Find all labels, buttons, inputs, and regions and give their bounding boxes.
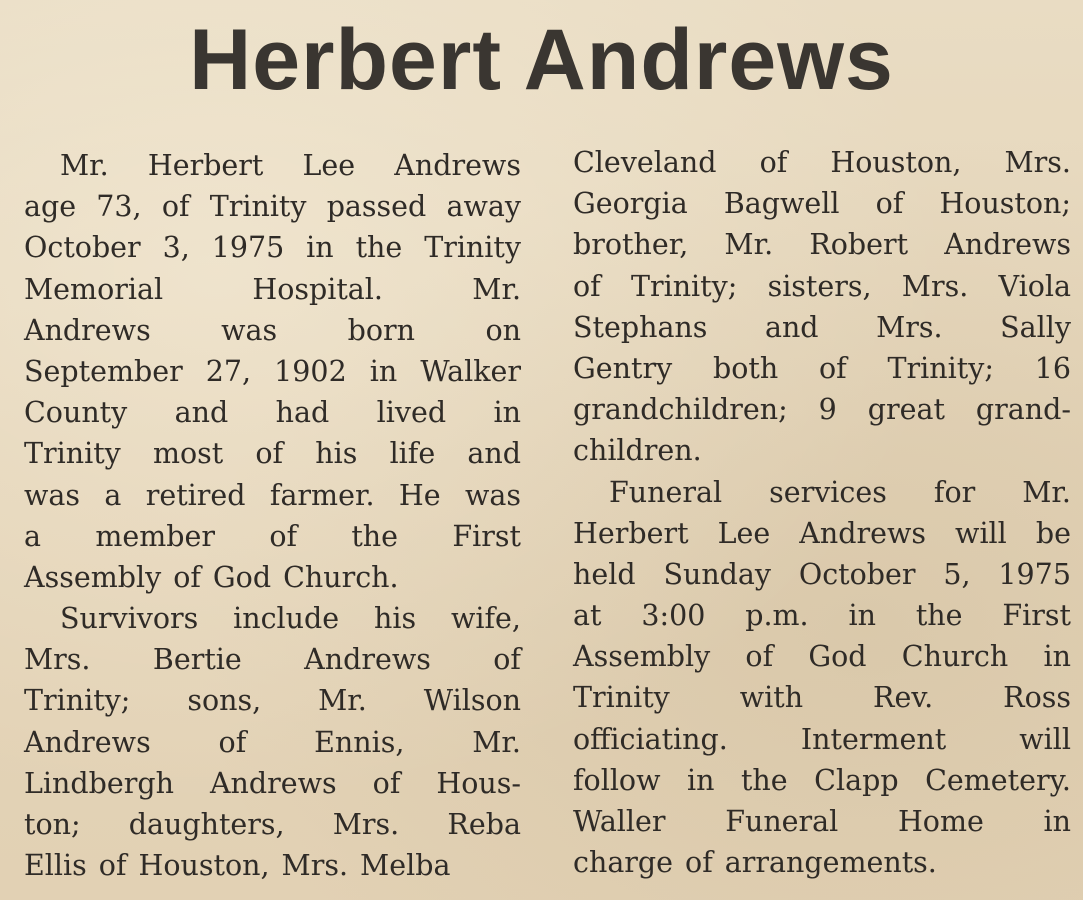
text-line xyxy=(24,310,521,351)
word: Mrs. xyxy=(281,849,349,883)
text-line xyxy=(573,430,1071,471)
word: his xyxy=(374,602,417,636)
word: Assembly xyxy=(24,560,162,594)
word: Melba xyxy=(360,849,451,883)
word: First xyxy=(452,519,521,553)
word: at xyxy=(573,599,602,633)
word: of xyxy=(173,560,201,594)
text-line xyxy=(573,389,1071,430)
text-line xyxy=(24,598,521,639)
word: of xyxy=(573,269,601,303)
word: Cemetery. xyxy=(925,763,1071,797)
text-line xyxy=(24,763,521,804)
word: Gentry xyxy=(573,351,673,385)
word: of xyxy=(875,187,904,221)
word: September xyxy=(24,354,183,388)
word: 1975 xyxy=(211,231,285,265)
word: Andrews xyxy=(799,516,926,550)
word: 9 xyxy=(818,393,837,427)
text-line xyxy=(24,475,521,516)
word: Houston, xyxy=(138,849,270,883)
text-line xyxy=(573,224,1071,265)
word: Trinity; xyxy=(24,684,131,718)
word: the xyxy=(355,231,403,265)
word: sons, xyxy=(187,684,262,718)
word: 1975 xyxy=(998,557,1071,591)
word: Trinity xyxy=(24,437,121,471)
word: Bagwell xyxy=(723,187,840,221)
text-line xyxy=(24,804,521,845)
word: County xyxy=(24,396,128,430)
word: had xyxy=(275,396,330,430)
word: Mr. xyxy=(1022,475,1071,509)
word: children. xyxy=(573,434,702,468)
word: Stephans xyxy=(573,310,708,344)
word: Survivors xyxy=(60,602,199,636)
text-line xyxy=(573,636,1071,677)
word: Mrs. xyxy=(876,310,943,344)
word: Robert xyxy=(809,228,909,262)
text-line xyxy=(24,227,521,268)
word: 5, xyxy=(943,557,971,591)
word: Herbert xyxy=(147,149,264,182)
word: Walker xyxy=(420,354,521,388)
word: in xyxy=(687,763,715,797)
word: arrangements. xyxy=(724,846,937,880)
text-line xyxy=(24,557,521,598)
word: He xyxy=(398,478,441,512)
word: Herbert xyxy=(573,516,689,550)
word: on xyxy=(485,313,521,347)
text-line xyxy=(573,513,1071,554)
word: of xyxy=(218,725,247,759)
text-line xyxy=(24,516,521,557)
word: retired xyxy=(145,478,246,512)
word: Hous- xyxy=(436,766,521,800)
word: of xyxy=(255,437,284,471)
word: Mr. xyxy=(472,725,521,759)
word: follow xyxy=(573,763,661,797)
word: of xyxy=(745,640,774,674)
word: Reba xyxy=(447,808,521,841)
text-line xyxy=(573,183,1071,224)
word: both xyxy=(712,351,779,385)
word: 3, xyxy=(162,231,190,265)
text-line xyxy=(573,760,1071,801)
word: 27, xyxy=(205,354,252,388)
text-line xyxy=(24,186,521,227)
word: 16 xyxy=(1034,351,1071,385)
text-line xyxy=(24,269,521,310)
word: member xyxy=(95,519,215,553)
word: in xyxy=(848,599,876,633)
word: 3:00 xyxy=(641,599,706,633)
text-line xyxy=(573,801,1071,842)
word: will xyxy=(1019,722,1071,756)
text-line xyxy=(573,677,1071,718)
word: services xyxy=(769,475,887,509)
word: age xyxy=(24,190,77,224)
text-line xyxy=(573,472,1071,513)
word: Mr. xyxy=(472,272,521,306)
text-line xyxy=(24,722,521,763)
word: Mr. xyxy=(318,684,367,718)
word: and xyxy=(764,310,819,344)
word: of xyxy=(493,643,521,677)
word: Trinity; xyxy=(887,351,994,385)
word: Funeral xyxy=(609,475,723,509)
word: Home xyxy=(897,805,984,838)
word: held xyxy=(573,557,636,591)
word: Lee xyxy=(717,516,771,550)
headline: Herbert Andrews xyxy=(189,12,894,108)
word: in xyxy=(493,396,521,430)
word: a xyxy=(24,519,41,553)
text-line xyxy=(24,433,521,474)
word: Waller xyxy=(573,805,666,838)
left-column xyxy=(24,145,521,886)
word: a xyxy=(104,478,122,512)
word: will xyxy=(955,516,1007,550)
text-line xyxy=(24,680,521,721)
word: of xyxy=(98,849,127,883)
word: Memorial xyxy=(24,272,164,306)
word: Wilson xyxy=(423,684,521,718)
word: Mrs. xyxy=(901,269,969,303)
word: charge xyxy=(573,846,674,880)
word: lived xyxy=(376,396,447,430)
word: October xyxy=(24,231,141,265)
word: Ellis xyxy=(24,849,87,883)
word: farmer. xyxy=(269,478,375,512)
word: the xyxy=(915,599,963,633)
word: grandchildren; xyxy=(573,393,788,427)
word: in xyxy=(1043,805,1071,838)
word: Assembly xyxy=(573,640,711,674)
word: Lee xyxy=(302,149,356,182)
word: great xyxy=(867,393,945,427)
word: officiating. xyxy=(573,722,728,756)
word: Ennis, xyxy=(314,725,405,759)
text-line xyxy=(24,145,521,186)
word: Church. xyxy=(283,560,399,594)
word: Funeral xyxy=(725,805,839,838)
word: daughters, xyxy=(128,808,285,841)
word: Mrs. xyxy=(24,643,91,677)
text-line xyxy=(573,595,1071,636)
word: be xyxy=(1035,516,1071,550)
word: God xyxy=(212,560,272,594)
word: and xyxy=(174,396,229,430)
word: most xyxy=(152,437,224,471)
text-line xyxy=(573,554,1071,595)
word: October xyxy=(798,557,916,591)
word: Mr. xyxy=(724,228,774,262)
word: Cleveland xyxy=(573,146,717,179)
word: Andrews xyxy=(394,149,521,182)
word: Viola xyxy=(998,269,1071,303)
word: 73, xyxy=(96,190,142,224)
text-line xyxy=(24,392,521,433)
word: of xyxy=(759,146,788,179)
word: Andrews xyxy=(24,725,151,759)
text-line xyxy=(24,845,521,886)
text-line xyxy=(24,351,521,392)
word: Trinity xyxy=(209,190,307,224)
word: Mrs. xyxy=(1004,146,1071,179)
word: passed xyxy=(326,190,427,224)
word: of xyxy=(269,519,298,553)
word: wife, xyxy=(450,602,521,636)
right-column xyxy=(573,142,1071,883)
word: Andrews xyxy=(944,228,1071,262)
word: for xyxy=(933,475,976,509)
word: Ross xyxy=(1003,681,1071,715)
word: Trinity xyxy=(424,231,521,265)
word: Houston, xyxy=(830,146,962,179)
word: ton; xyxy=(24,808,81,841)
word: Andrews xyxy=(209,766,337,800)
word: in xyxy=(306,231,334,265)
word: First xyxy=(1002,599,1071,633)
text-line xyxy=(573,307,1071,348)
word: of xyxy=(819,351,847,385)
word: Andrews xyxy=(24,313,151,347)
word: brother, xyxy=(573,228,689,262)
word: include xyxy=(233,602,340,636)
word: his xyxy=(315,437,358,471)
word: Clapp xyxy=(814,763,899,797)
word: Mr. xyxy=(60,149,109,182)
word: was xyxy=(221,313,278,347)
text-line xyxy=(573,142,1071,183)
word: Sally xyxy=(1000,310,1071,344)
word: grand- xyxy=(975,393,1071,427)
word: God xyxy=(808,640,867,674)
word: Bertie xyxy=(152,643,242,677)
word: Trinity xyxy=(573,681,670,715)
word: 1902 xyxy=(274,354,347,388)
word: and xyxy=(467,437,521,471)
word: Mrs. xyxy=(332,808,400,841)
word: p.m. xyxy=(745,599,809,633)
word: with xyxy=(739,681,804,715)
word: in xyxy=(1043,640,1071,674)
word: the xyxy=(740,763,788,797)
word: Trinity; xyxy=(630,269,738,303)
text-line xyxy=(573,266,1071,307)
word: Rev. xyxy=(873,681,934,715)
word: life xyxy=(389,437,436,471)
text-line xyxy=(573,719,1071,760)
word: Church xyxy=(901,640,1009,674)
word: Interment xyxy=(800,722,947,756)
text-line xyxy=(24,639,521,680)
word: Hospital. xyxy=(252,272,383,306)
word: Andrews xyxy=(304,643,431,677)
word: in xyxy=(369,354,398,388)
text-line xyxy=(573,348,1071,389)
word: of xyxy=(161,190,190,224)
word: was xyxy=(24,478,81,512)
word: away xyxy=(446,190,521,224)
word: Georgia xyxy=(573,187,688,221)
word: sisters, xyxy=(767,269,872,303)
word: of xyxy=(685,846,713,880)
word: born xyxy=(347,313,416,347)
word: Houston; xyxy=(939,187,1071,221)
word: was xyxy=(464,478,521,512)
word: of xyxy=(372,766,401,800)
word: Sunday xyxy=(663,557,772,591)
word: Lindbergh xyxy=(24,766,174,800)
text-line xyxy=(573,842,1071,883)
word: the xyxy=(351,519,399,553)
